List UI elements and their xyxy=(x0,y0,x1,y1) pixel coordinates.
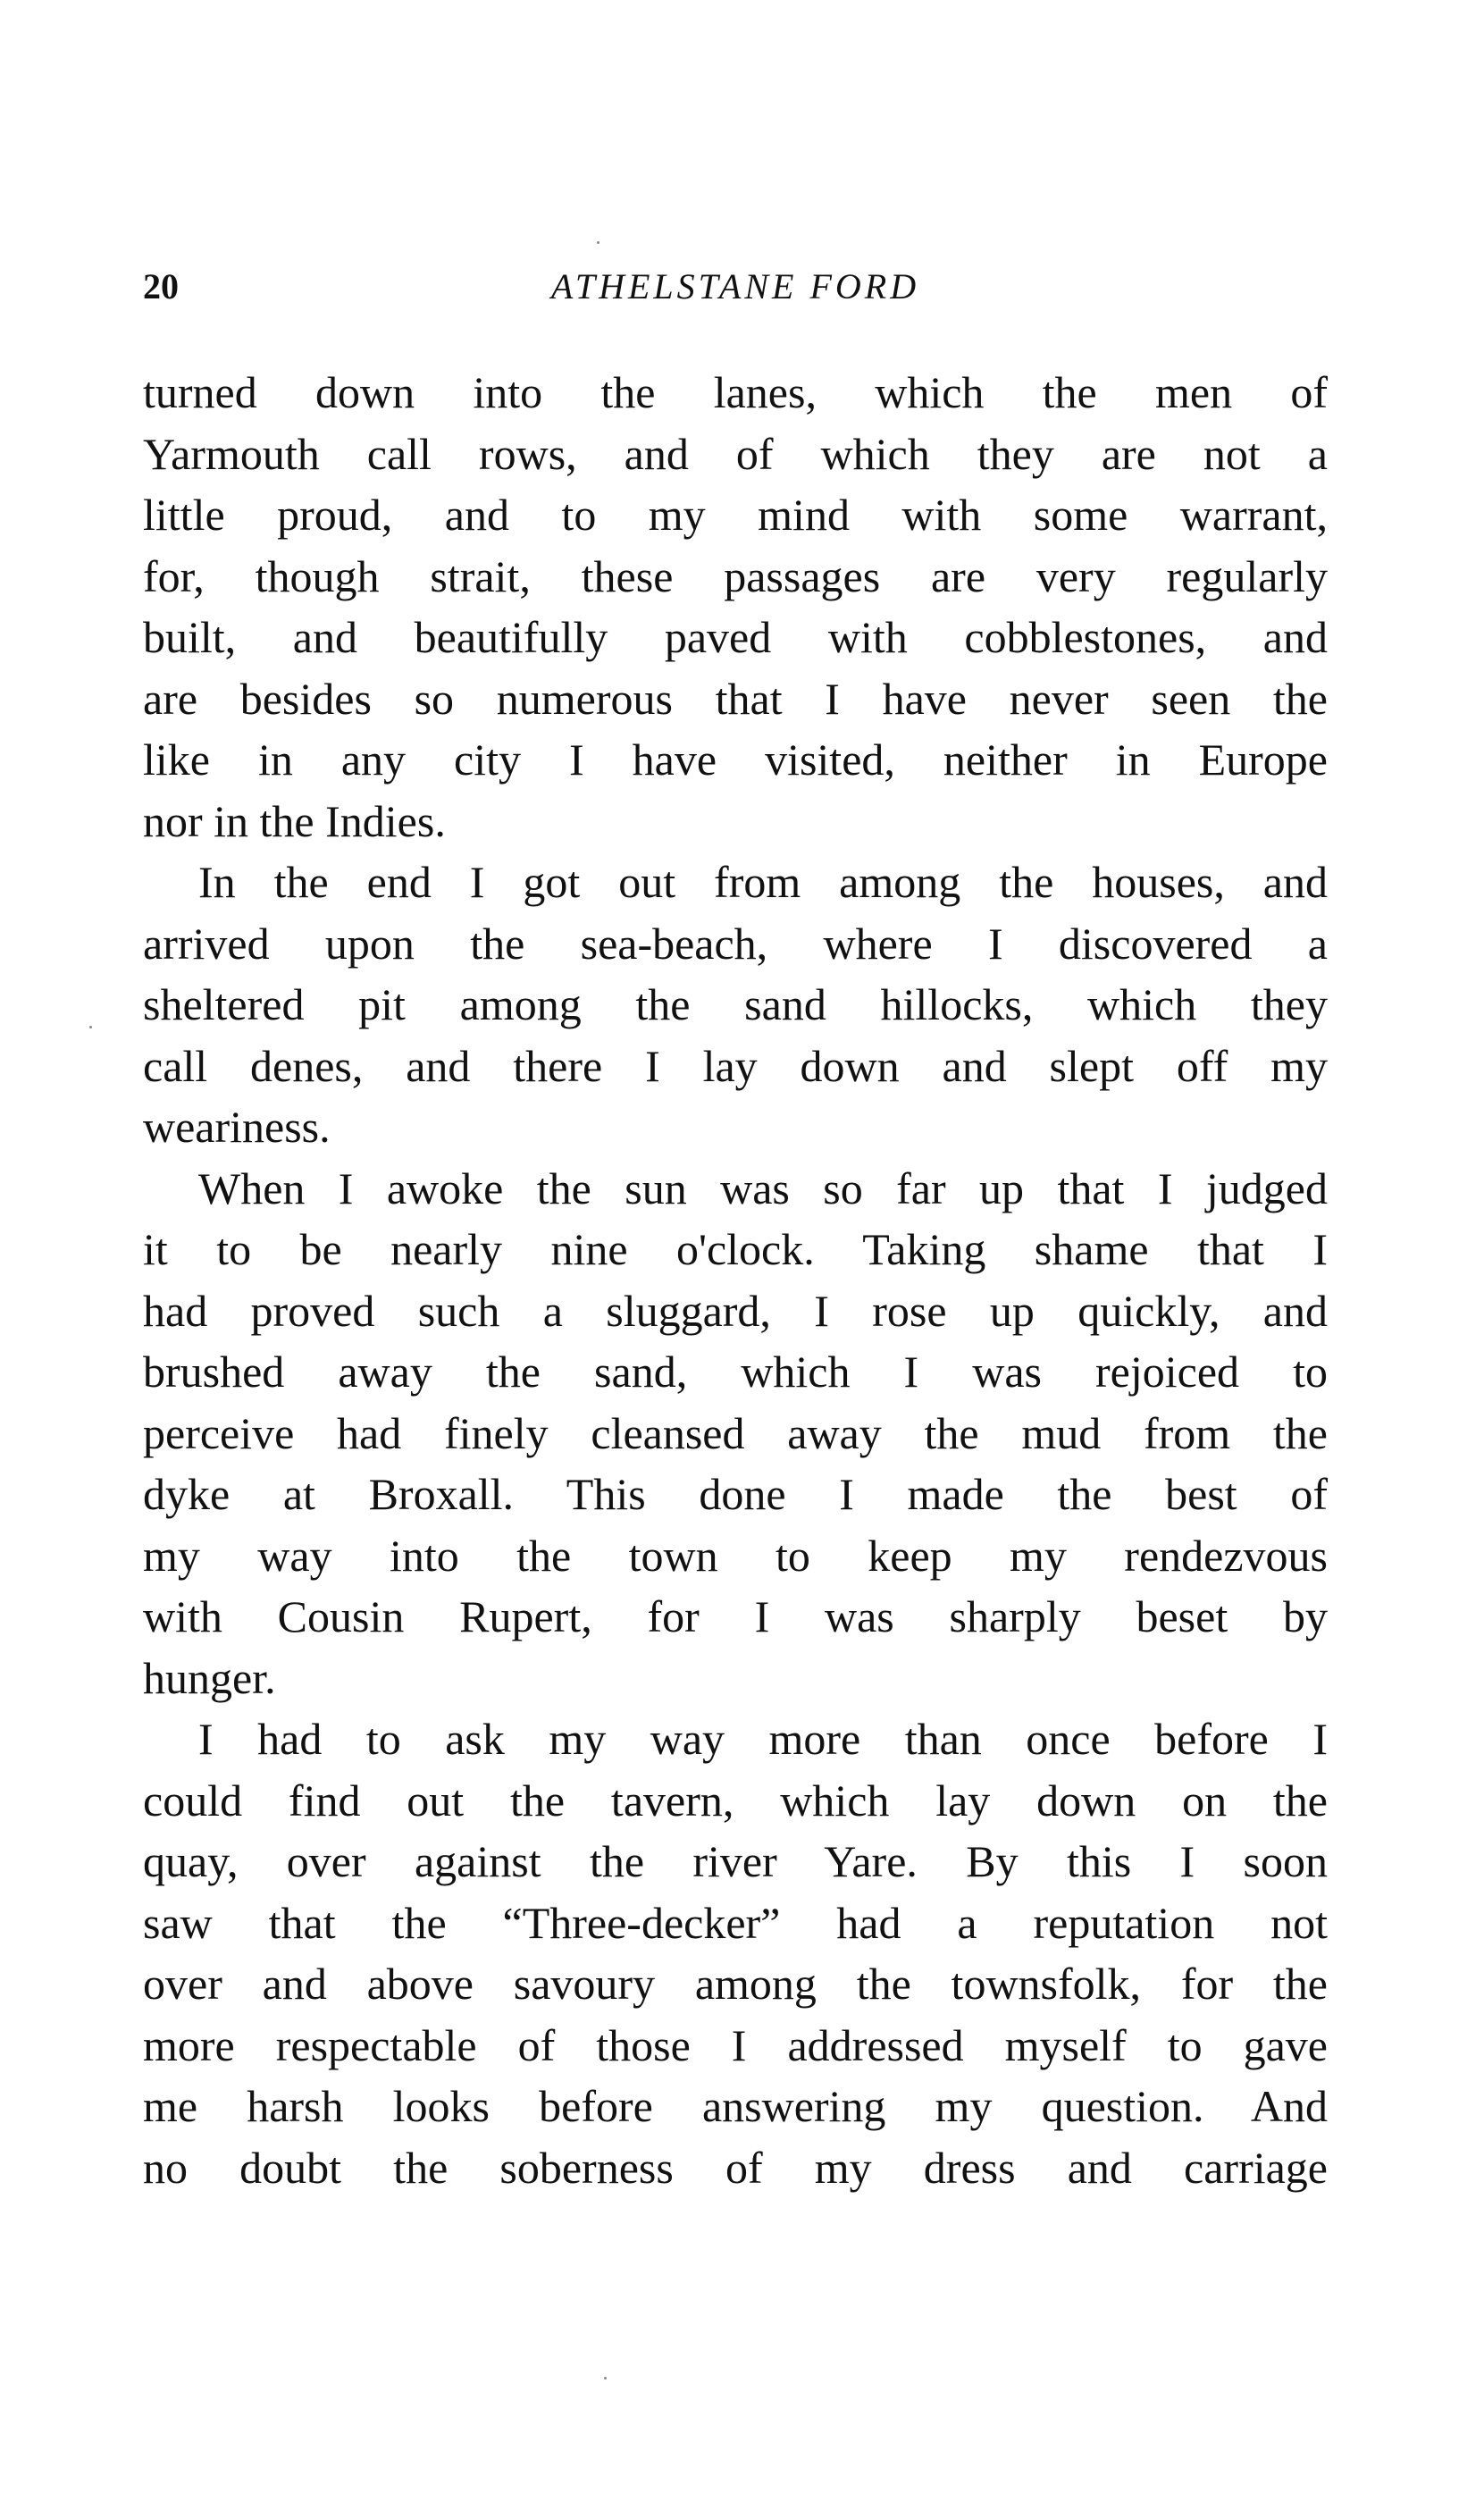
text-line: perceive had finely cleansed away the mud from the xyxy=(143,1407,1328,1458)
text-line: call denes, and there I lay down and slept off my xyxy=(143,1040,1328,1091)
text-line: I had to ask my way more than once before I xyxy=(198,1714,1328,1764)
text-line: are besides so numerous that I have never seen the xyxy=(143,673,1328,724)
running-title: ATHELSTANE FORD xyxy=(550,266,920,306)
text-line: turned down into the lanes, which the men of xyxy=(143,367,1328,417)
text-line: over and above savoury among the townsfolk, for the xyxy=(143,1959,1328,2009)
text-line: When I awoke the sun was so far up that I judged xyxy=(198,1162,1328,1213)
text-line: it to be nearly nine o'clock. Taking shame that I xyxy=(143,1224,1328,1274)
text-line: brushed away the sand, which I was rejoiced to xyxy=(143,1347,1328,1397)
body-text xyxy=(143,362,1328,2198)
paper-speck xyxy=(89,1026,92,1028)
page-number: 20 xyxy=(143,266,179,306)
text-line: had proved such a sluggard, I rose up quickly, and xyxy=(143,1285,1328,1336)
paragraph xyxy=(143,1708,1328,2198)
paragraph xyxy=(143,1158,1328,1709)
text-line: quay, over against the river Yare. By this I soon xyxy=(143,1836,1328,1886)
text-line: for, though strait, these passages are very regularly xyxy=(143,550,1328,601)
text-line: my way into the town to keep my rendezvous xyxy=(143,1530,1328,1581)
text-line: hunger. xyxy=(143,1652,276,1703)
text-line: like in any city I have visited, neither in Europe xyxy=(143,734,1328,785)
text-line: dyke at Broxall. This done I made the best of xyxy=(143,1469,1328,1519)
text-line: more respectable of those I addressed myself to gave xyxy=(143,2019,1328,2070)
paragraph xyxy=(143,852,1328,1158)
text-line: sheltered pit among the sand hillocks, which they xyxy=(143,979,1328,1029)
text-line: Yarmouth call rows, and of which they are not a xyxy=(143,428,1328,479)
text-line: me harsh looks before answering my question. And xyxy=(143,2081,1328,2131)
text-line: could find out the tavern, which lay down on the xyxy=(143,1775,1328,1825)
paragraph xyxy=(143,362,1328,852)
text-line: saw that the “Three-decker” had a reputation not xyxy=(143,1897,1328,1948)
text-line: nor in the Indies. xyxy=(143,795,446,846)
text-line: built, and beautifully paved with cobblestones, and xyxy=(143,612,1328,662)
text-line: arrived upon the sea-beach, where I discovered a xyxy=(143,918,1328,969)
text-line: In the end I got out from among the houses, and xyxy=(198,857,1328,907)
paper-speck xyxy=(597,241,599,244)
text-line: weariness. xyxy=(143,1102,331,1152)
page-header xyxy=(143,264,1328,309)
text-line: no doubt the soberness of my dress and carriage xyxy=(143,2142,1328,2193)
paper-speck xyxy=(604,2377,607,2379)
text-line: with Cousin Rupert, for I was sharply beset by xyxy=(143,1591,1328,1641)
text-line: little proud, and to my mind with some warrant, xyxy=(143,490,1328,540)
